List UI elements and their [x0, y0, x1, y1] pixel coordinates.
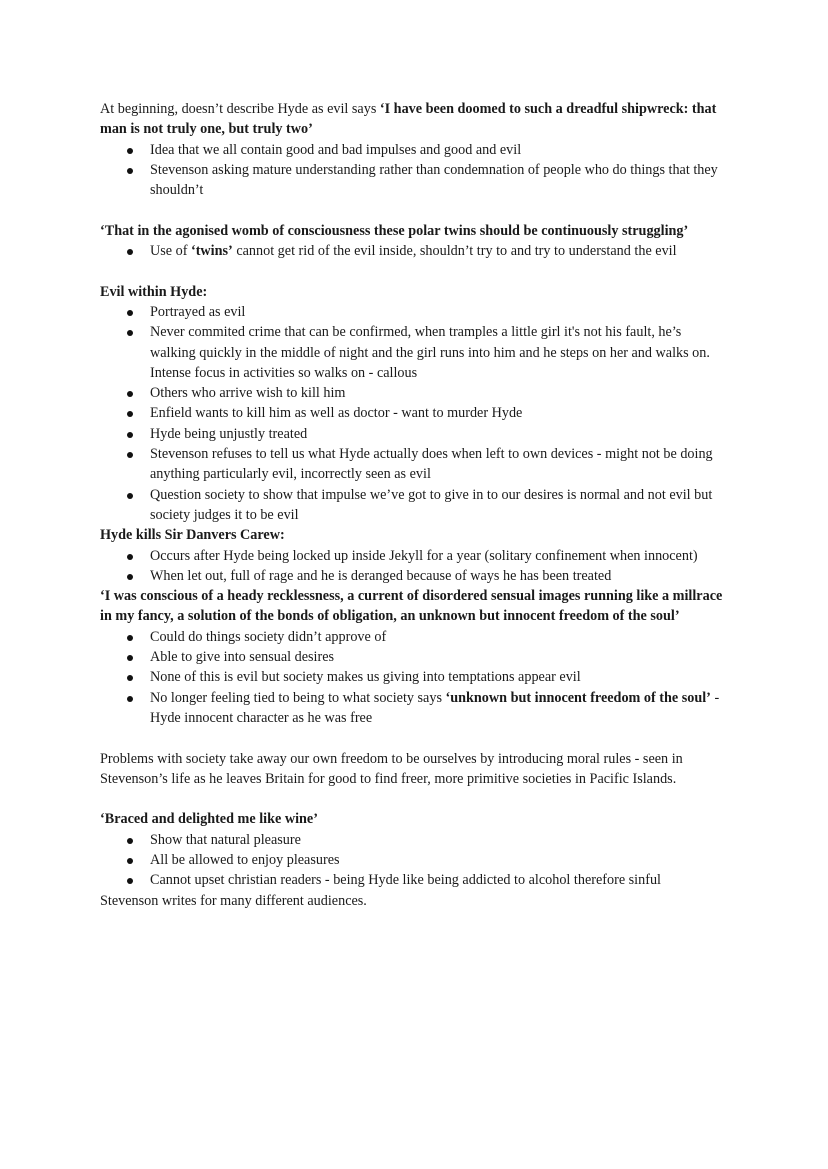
- spacer: [100, 261, 728, 281]
- list-item: Never commited crime that can be confirmed, when tramples a little girl it's not his fault, he’s walking quickly in the middle of night and the girl runs into him and he steps on her and walks on. Intense focus in activities so walks on - callous: [100, 322, 728, 383]
- carew-quote-text: ‘I was conscious of a heady recklessness, a current of disordered sensual images running like a millrace in my fancy, a solution of the bonds of obligation, an unknown but innocent freedom of the soul’: [100, 588, 723, 625]
- wine-quote: [100, 809, 728, 829]
- section-heading-text: Evil within Hyde:: [100, 283, 208, 300]
- spacer: [100, 789, 728, 809]
- list-item: Able to give into sensual desires: [100, 647, 728, 667]
- list-item: Stevenson asking mature understanding rather than condemnation of people who do things that they shouldn’t: [100, 160, 728, 201]
- spacer: [100, 200, 728, 220]
- list-item: Show that natural pleasure: [100, 830, 728, 850]
- section-heading: [100, 525, 728, 545]
- list-item: Stevenson refuses to tell us what Hyde actually does when left to own devices - might not be doing anything particularly evil, incorrectly seen as evil: [100, 444, 728, 485]
- twins-quote: [100, 221, 728, 241]
- evil-bullet-list: [100, 302, 728, 525]
- list-item-text: Use of: [150, 243, 191, 260]
- problems-paragraph: Problems with society take away our own freedom to be ourselves by introducing moral rules - seen in Stevenson’s life as he leaves Britain for good to find freer, more primitive societies in Pacific Islands.: [100, 750, 683, 787]
- list-item: Occurs after Hyde being locked up inside Jekyll for a year (solitary confinement when innocent): [100, 546, 728, 566]
- list-item-text: No longer feeling tied to being to what society says: [150, 689, 446, 706]
- intro-text: At beginning, doesn’t describe Hyde as evil says: [100, 101, 380, 117]
- intro-quote: ‘I have been doomed to such a dreadful shipwreck: that man is not truly one, but truly two’: [100, 101, 717, 138]
- spacer: [100, 728, 728, 748]
- carew-quote: [100, 586, 728, 627]
- list-item: Could do things society didn’t approve of: [100, 627, 728, 647]
- intro-bullet-list: [100, 140, 728, 201]
- section-heading-text: Hyde kills Sir Danvers Carew:: [100, 527, 285, 544]
- twins-bullet-list: [100, 241, 728, 261]
- list-item: Portrayed as evil: [100, 302, 728, 322]
- list-item: Enfield wants to kill him as well as doctor - want to murder Hyde: [100, 403, 728, 423]
- list-item: None of this is evil but society makes us giving into temptations appear evil: [100, 667, 728, 687]
- intro-paragraph: [100, 99, 728, 140]
- list-item: [100, 688, 728, 729]
- list-item: Cannot upset christian readers - being Hyde like being addicted to alcohol therefore sinful: [100, 870, 728, 890]
- list-item: Question society to show that impulse we’ve got to give in to our desires is normal and not evil but society judges it to be evil: [100, 485, 728, 526]
- list-item: Others who arrive wish to kill him: [100, 383, 728, 403]
- twins-quote-text: ‘That in the agonised womb of consciousness these polar twins should be continuously struggling’: [100, 222, 689, 239]
- wine-quote-text: ‘Braced and delighted me like wine’: [100, 811, 318, 828]
- section-heading: [100, 282, 728, 302]
- carew-bullet-list: [100, 546, 728, 587]
- closing-line: Stevenson writes for many different audiences.: [100, 892, 367, 909]
- list-item: When let out, full of rage and he is deranged because of ways he has been treated: [100, 566, 728, 586]
- list-item-bold: ‘unknown but innocent freedom of the soul’: [445, 689, 711, 706]
- list-item-bold: ‘twins’: [190, 243, 233, 260]
- wine-bullet-list: [100, 830, 728, 891]
- list-item-text: cannot get rid of the evil inside, shouldn’t try to and try to understand the evil: [232, 243, 677, 260]
- list-item: [100, 241, 728, 261]
- list-item: Hyde being unjustly treated: [100, 424, 728, 444]
- carew-quote-bullet-list: [100, 627, 728, 728]
- list-item: All be allowed to enjoy pleasures: [100, 850, 728, 870]
- list-item: Idea that we all contain good and bad impulses and good and evil: [100, 140, 728, 160]
- list-item-text: - Hyde innocent character as he was free: [150, 689, 720, 726]
